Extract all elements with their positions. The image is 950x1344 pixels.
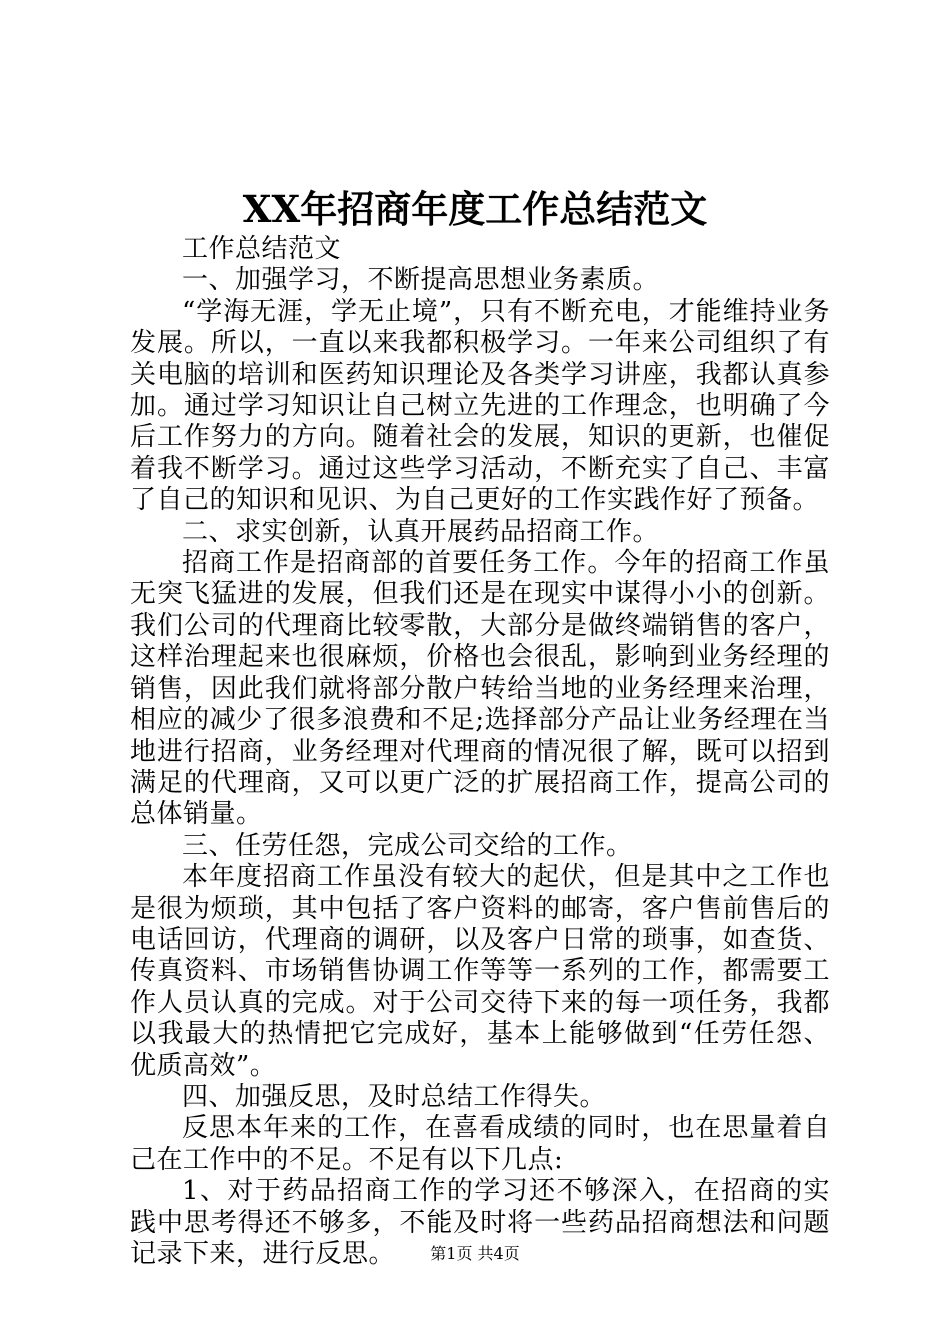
document-body bbox=[130, 234, 830, 1270]
paragraph-3: 本年度招商工作虽没有较大的起伏，但是其中之工作也是很为烦琐，其中包括了客户资料的邮寄，客户售前售后的电话回访，代理商的调研，以及客户日常的琐事，如查货、传真资料、市场销售协调工作等等一系列的工作，都需要工作人员认真的完成。对于公司交待下来的每一项任务，我都以我最大的热情把它完成好，基本上能够做到“任劳任怨、优质高效”。 bbox=[130, 862, 830, 1081]
page-footer: 第1页 共4页 bbox=[430, 1244, 520, 1263]
section-heading-2: 二、求实创新，认真开展药品招商工作。 bbox=[182, 516, 660, 547]
paragraph-heading: 工作总结范文 bbox=[182, 234, 342, 264]
list-item-1: 1、对于药品招商工作的学习还不够深入，在招商的实践中思考得还不够多，不能及时将一些药品招商想法和问题记录下来，进行反思。 bbox=[130, 1176, 830, 1269]
section-heading-3: 三、任劳任怨，完成公司交给的工作。 bbox=[182, 830, 633, 861]
paragraph-1: “学海无涯，学无止境”，只有不断充电，才能维持业务发展。所以，一直以来我都积极学习。一年来公司组织了有关电脑的培训和医药知识理论及各类学习讲座，我都认真参加。通过学习知识让自己树立先进的工作理念，也明确了今后工作努力的方向。随着社会的发展，知识的更新，也催促着我不断学习。通过这些学习活动，不断充实了自己、丰富了自己的知识和见识、为自己更好的工作实践作好了预备。 bbox=[130, 296, 830, 516]
document-title: XX年招商年度工作总结范文 bbox=[242, 187, 708, 231]
paragraph-2: 招商工作是招商部的首要任务工作。今年的招商工作虽无突飞猛进的发展，但我们还是在现实中谋得小小的创新。我们公司的代理商比较零散，大部分是做终端销售的客户，这样治理起来也很麻烦，价格也会很乱，影响到业务经理的销售，因此我们就将部分散户转给当地的业务经理来治理，相应的减少了很多浪费和不足;选择部分产品让业务经理在当地进行招商，业务经理对代理商的情况很了解，既可以招到满足的代理商，又可以更广泛的扩展招商工作，提高公司的总体销量。 bbox=[130, 548, 830, 830]
section-heading-1: 一、加强学习，不断提高思想业务素质。 bbox=[182, 265, 660, 296]
section-heading-4: 四、加强反思，及时总结工作得失。 bbox=[182, 1081, 607, 1112]
paragraph-4: 反思本年来的工作，在喜看成绩的同时，也在思量着自己在工作中的不足。不足有以下几点: bbox=[130, 1113, 830, 1175]
